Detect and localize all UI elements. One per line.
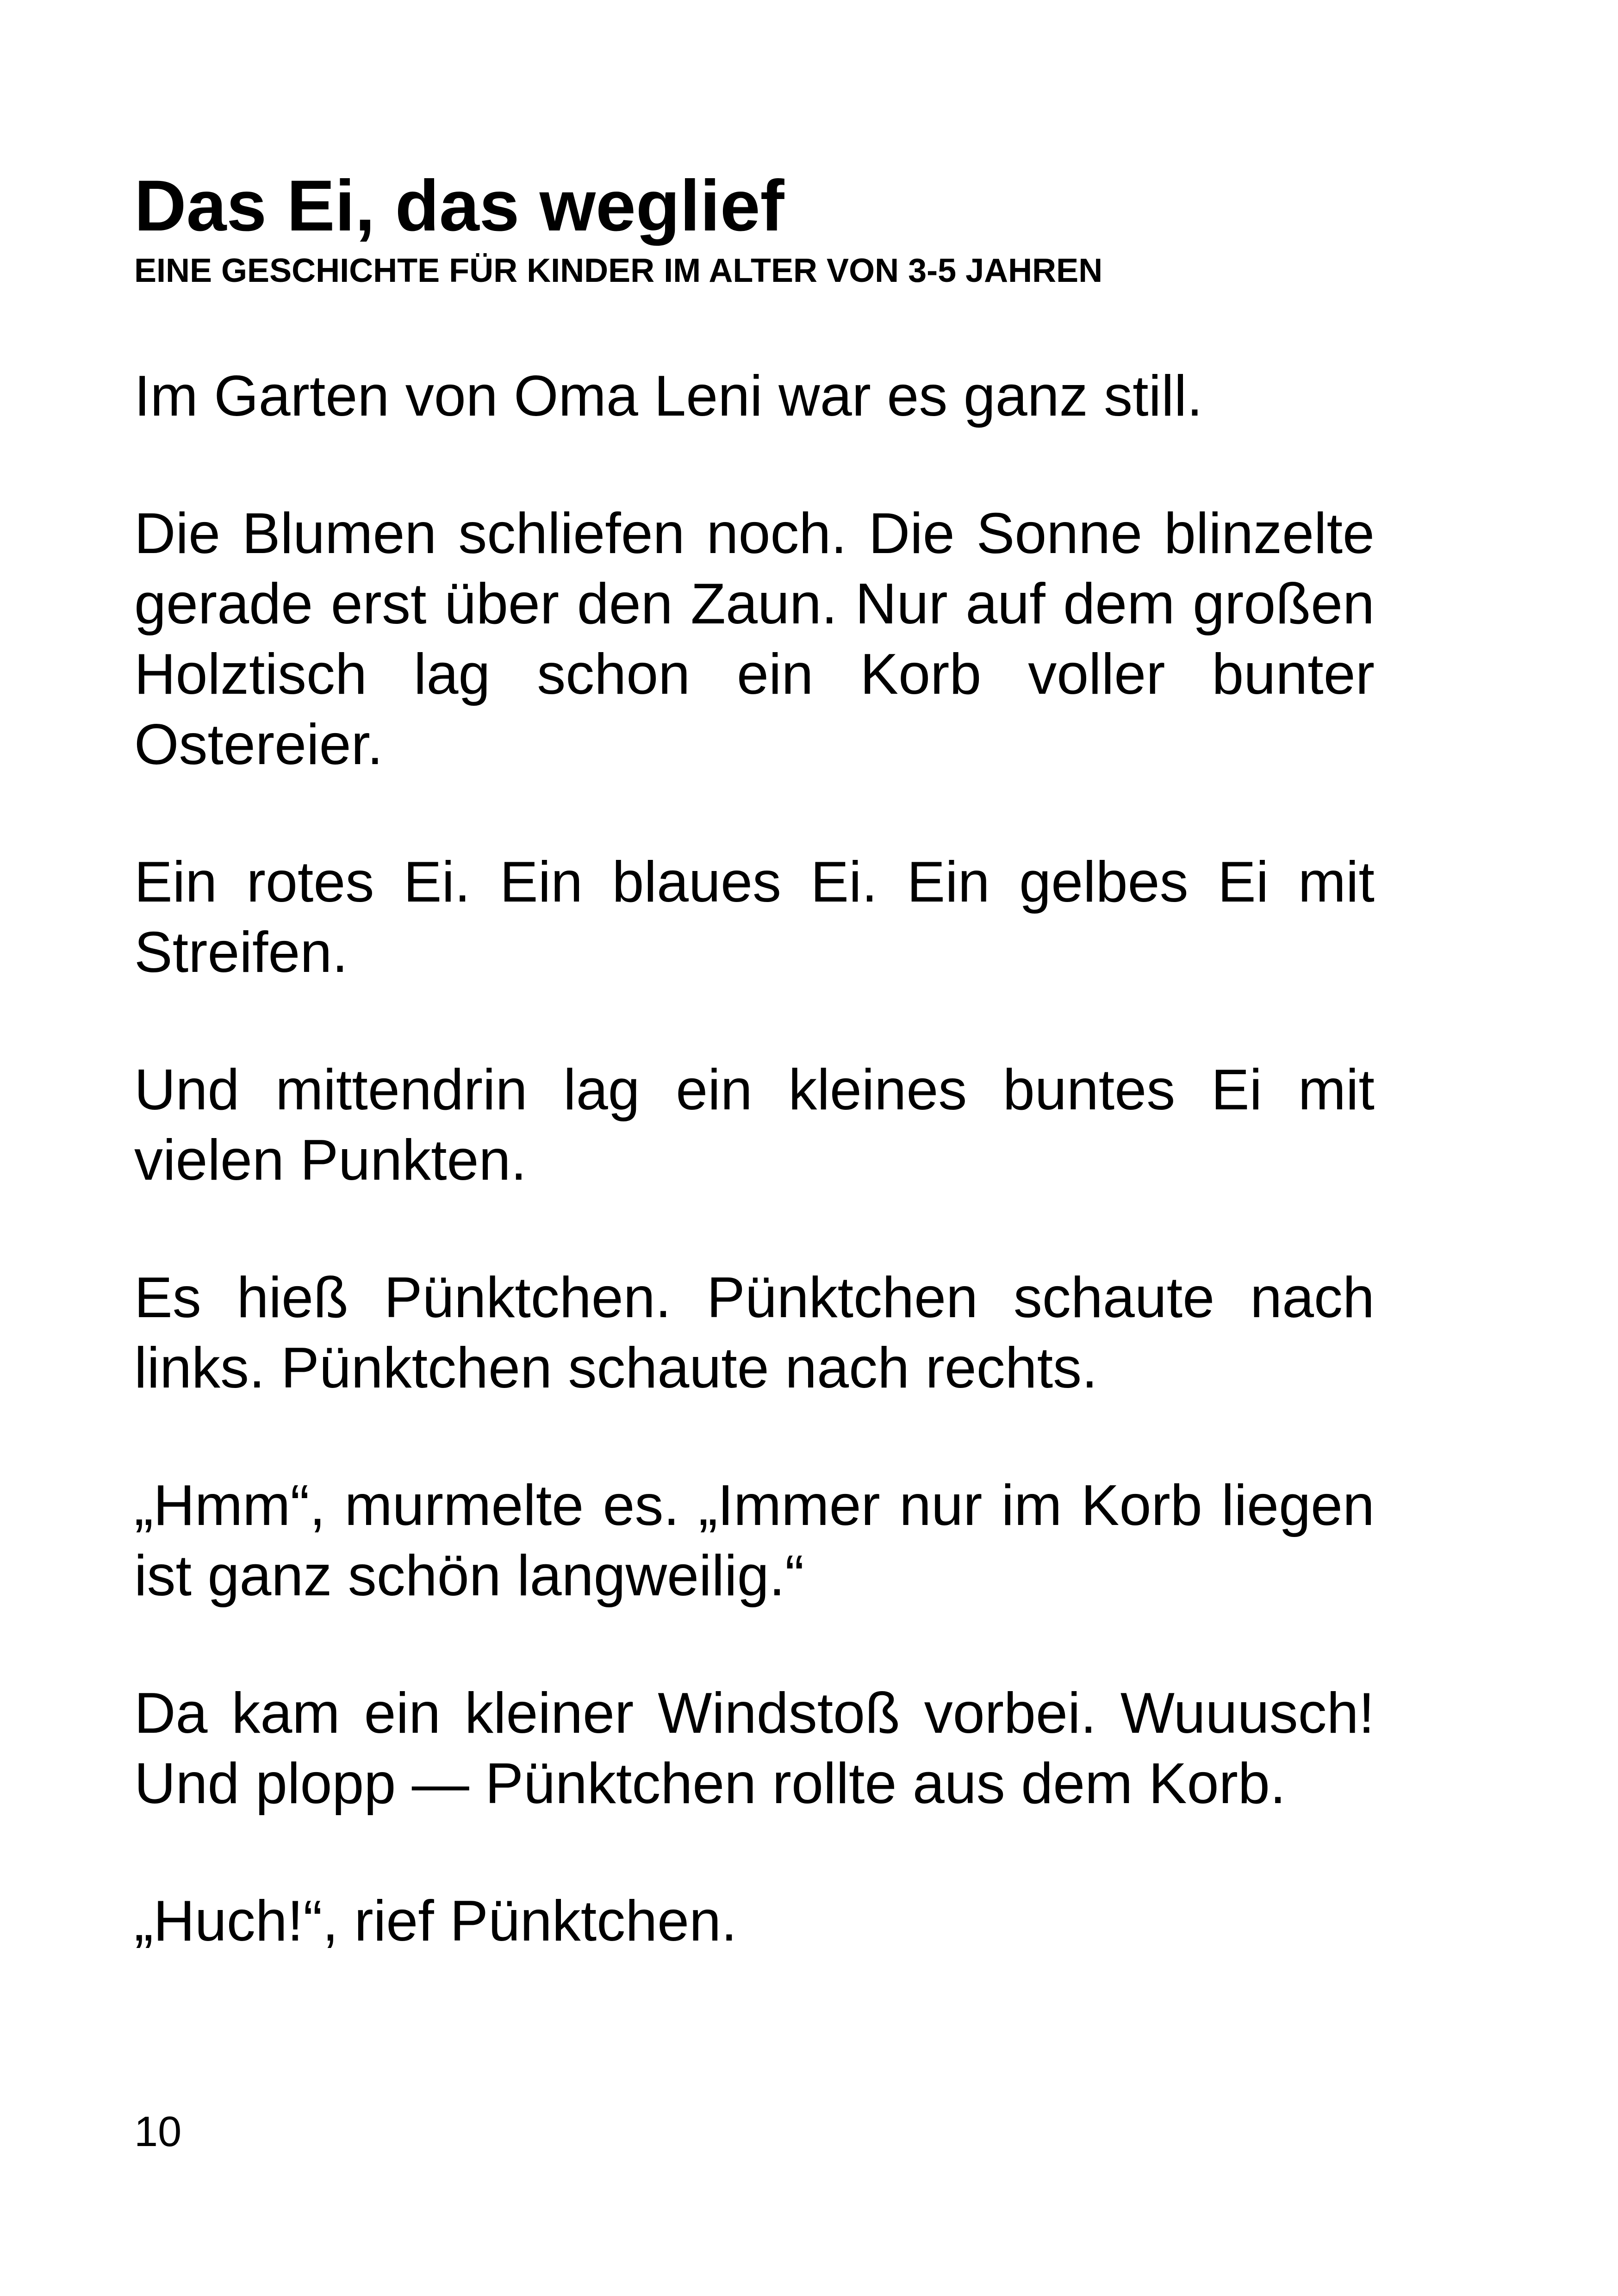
paragraph-6: „Hmm“, murmelte es. „Immer nur im Korb liegen ist ganz schön langweilig.“ <box>134 1473 1375 1608</box>
story-text <box>134 361 1375 1956</box>
paragraph-3: Ein rotes Ei. Ein blaues Ei. Ein gelbes Ei mit Streifen. <box>134 850 1375 984</box>
page-title: Das Ei, das weglief <box>134 166 784 246</box>
page-subtitle: EINE GESCHICHTE FÜR KINDER IM ALTER VON 3-5 JAHREN <box>134 252 1103 289</box>
paragraph-5: Es hieß Pünktchen. Pünktchen schaute nach links. Pünktchen schaute nach rechts. <box>134 1265 1375 1400</box>
paragraph-2: Die Blumen schliefen noch. Die Sonne blinzelte gerade erst über den Zaun. Nur auf dem großen Holztisch lag schon ein Korb voller bunter Ostereier. <box>134 501 1375 777</box>
page-content <box>134 167 1375 1956</box>
paragraph-7: Da kam ein kleiner Windstoß vorbei. Wuuusch! Und plopp — Pünktchen rollte aus dem Korb. <box>134 1681 1375 1816</box>
page-number: 10 <box>134 2108 182 2155</box>
paragraph-4: Und mittendrin lag ein kleines buntes Ei mit vielen Punkten. <box>134 1058 1375 1192</box>
paragraph-8: „Huch!“, rief Pünktchen. <box>134 1889 737 1953</box>
paragraph-1: Im Garten von Oma Leni war es ganz still. <box>134 364 1203 428</box>
